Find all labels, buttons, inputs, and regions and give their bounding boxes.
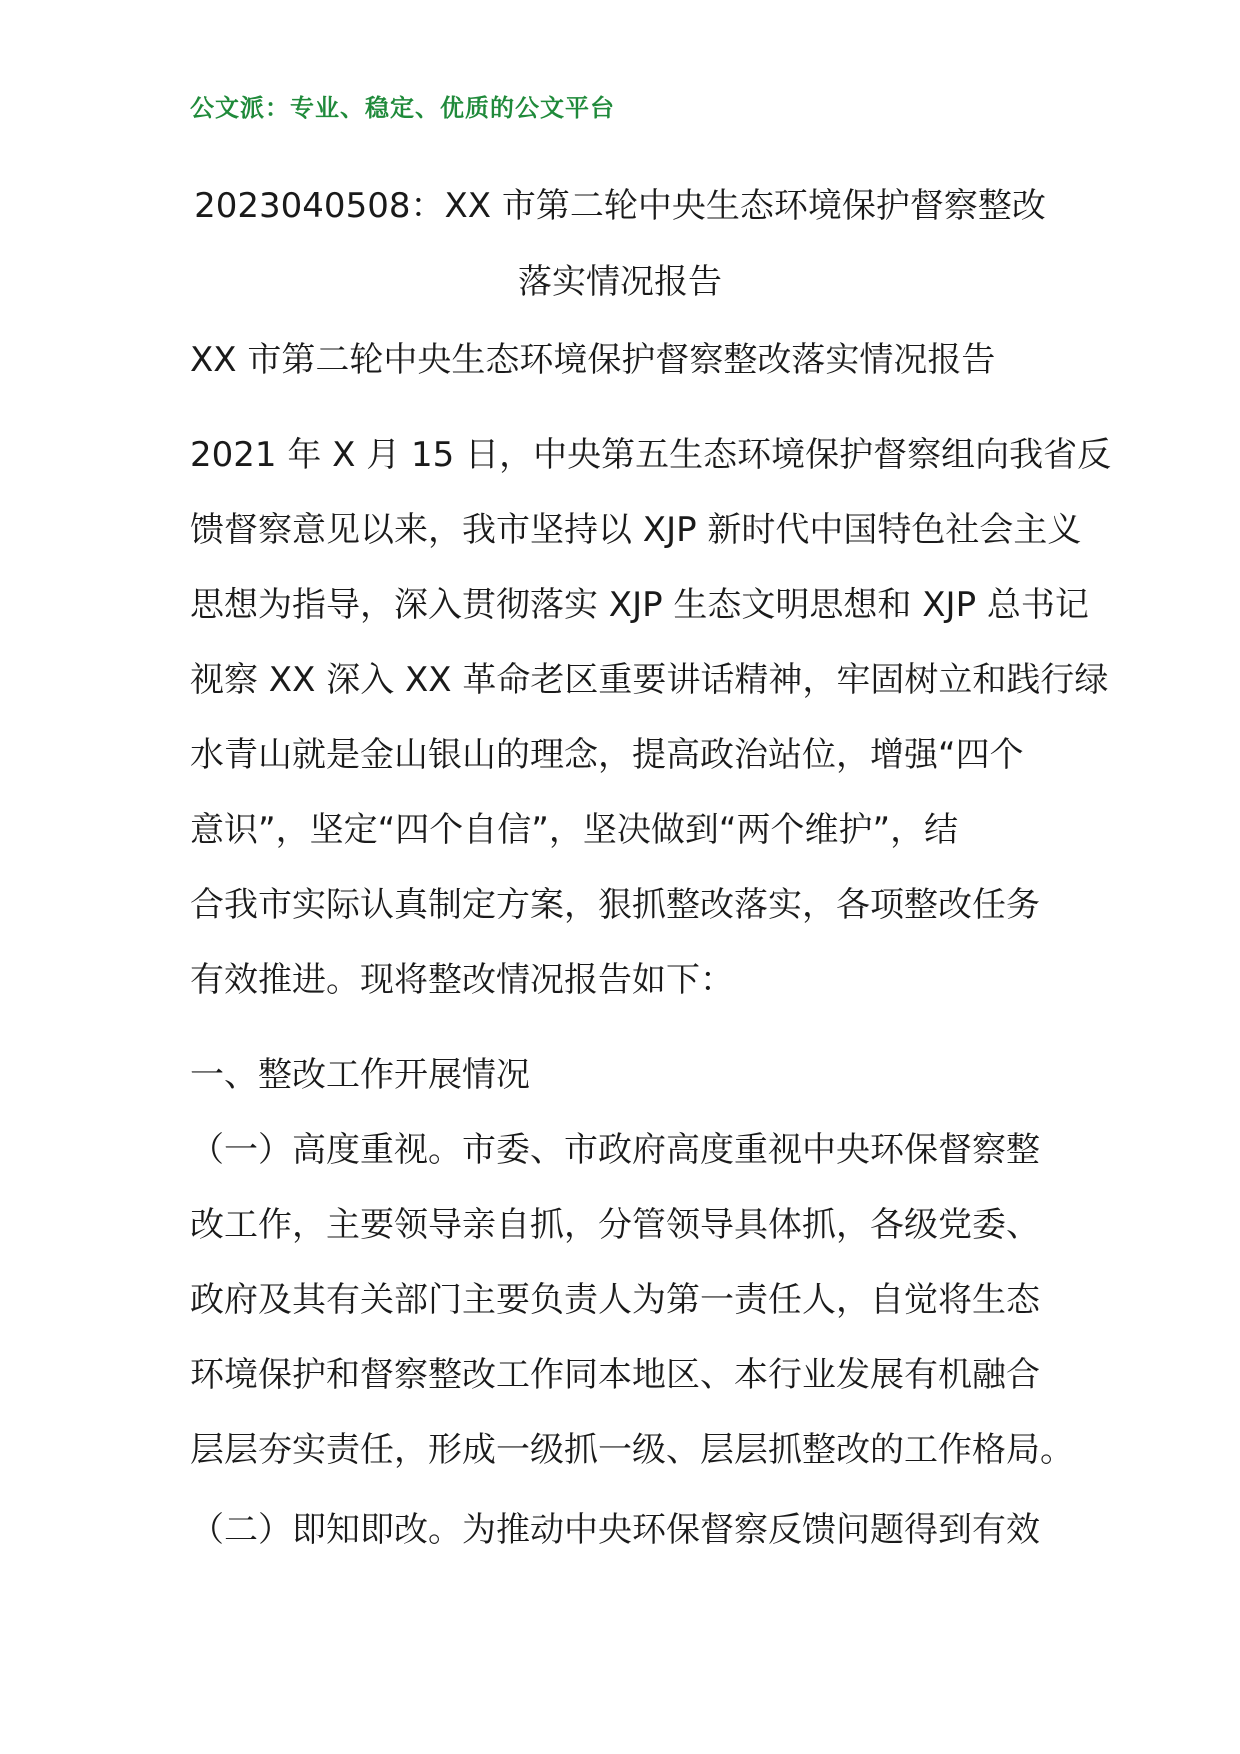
- section-heading-text: 一、整改工作开展情况: [190, 1055, 530, 1095]
- paragraph-line: 改工作，主要领导亲自抓，分管领导具体抓，各级党委、: [190, 1205, 1040, 1245]
- document-subtitle: XX 市第二轮中央生态环境保护督察整改落实情况报告: [190, 340, 996, 380]
- paragraph-line: 合我市实际认真制定方案，狠抓整改落实，各项整改任务: [190, 885, 1040, 925]
- item-paragraph-2: [190, 1493, 1070, 1568]
- paragraph-line: 政府及其有关部门主要负责人为第一责任人，自觉将生态: [190, 1280, 1040, 1320]
- document-title: [190, 168, 1050, 320]
- paragraph-line: 思想为指导，深入贯彻落实 XJP 生态文明思想和 XJP 总书记: [190, 585, 1089, 625]
- paragraph-line: 水青山就是金山银山的理念，提高政治站位，增强“四个: [190, 735, 1024, 775]
- paragraph-line: 馈督察意见以来，我市坚持以 XJP 新时代中国特色社会主义: [190, 510, 1082, 550]
- paragraph-line: 视察 XX 深入 XX 革命老区重要讲话精神，牢固树立和践行绿: [190, 660, 1109, 700]
- paragraph-line: 层层夯实责任，形成一级抓一级、层层抓整改的工作格局。: [190, 1430, 1074, 1470]
- paragraph-line: 2021 年 X 月 15 日，中央第五生态环境保护督察组向我省反: [190, 435, 1112, 475]
- paragraph-line: 意识”，坚定“四个自信”，坚决做到“两个维护”，结: [190, 810, 959, 850]
- intro-paragraph: [190, 418, 1112, 1018]
- item-paragraph-1: [190, 1113, 1074, 1488]
- title-line: 落实情况报告: [518, 262, 722, 302]
- section-heading: [190, 1038, 1070, 1113]
- paragraph-line: （二）即知即改。为推动中央环保督察反馈问题得到有效: [190, 1510, 1040, 1550]
- brand-header: 公文派：专业、稳定、优质的公文平台: [190, 94, 615, 122]
- title-line: 2023040508：XX 市第二轮中央生态环境保护督察整改: [194, 186, 1046, 226]
- paragraph-line: （一）高度重视。市委、市政府高度重视中央环保督察整: [190, 1130, 1040, 1170]
- paragraph-line: 环境保护和督察整改工作同本地区、本行业发展有机融合: [190, 1355, 1040, 1395]
- paragraph-line: 有效推进。现将整改情况报告如下：: [190, 960, 734, 1000]
